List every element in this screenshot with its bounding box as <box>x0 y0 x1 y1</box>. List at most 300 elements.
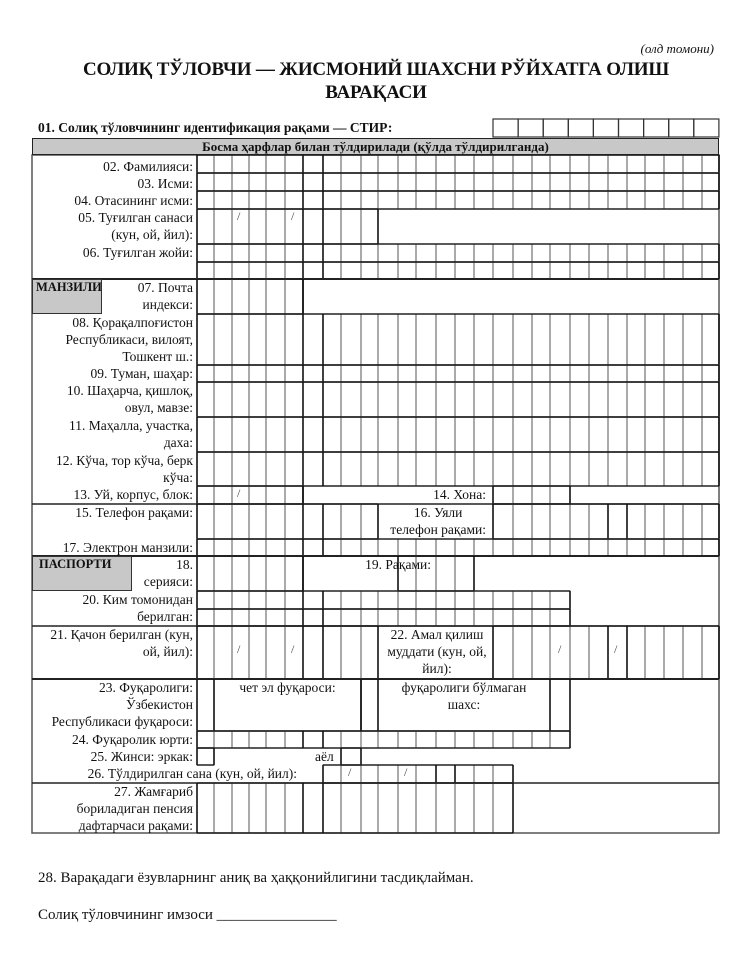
region-cell[interactable] <box>266 314 285 365</box>
stir-cell[interactable] <box>669 119 694 137</box>
citizenship-country-cell[interactable] <box>232 731 249 748</box>
issued-by-cell[interactable] <box>341 609 361 626</box>
region-cell[interactable] <box>214 314 232 365</box>
settlement-cell[interactable] <box>378 382 398 417</box>
birth-place-cell[interactable] <box>266 262 285 279</box>
surname-cell[interactable] <box>455 155 474 173</box>
citizenship-country-cell[interactable] <box>197 731 214 748</box>
surname-cell[interactable] <box>398 155 416 173</box>
passport-number-cell[interactable] <box>436 556 455 591</box>
issued-by-cell[interactable] <box>361 591 378 609</box>
citizenship-country-cell[interactable] <box>513 731 532 748</box>
issued-by-cell[interactable] <box>361 609 378 626</box>
email-cell[interactable] <box>436 539 455 556</box>
street-cell[interactable] <box>513 452 532 486</box>
birth-place-cell[interactable] <box>532 244 550 262</box>
street-cell[interactable] <box>285 452 303 486</box>
district-cell[interactable] <box>608 365 627 382</box>
patronymic-cell[interactable] <box>361 191 378 209</box>
phone-cell[interactable] <box>323 504 341 539</box>
name-cell[interactable] <box>513 173 532 191</box>
email-cell[interactable] <box>303 539 323 556</box>
validity-cell[interactable] <box>608 626 627 679</box>
fill-date-cell[interactable] <box>361 765 378 783</box>
issued-by-cell[interactable] <box>493 591 513 609</box>
settlement-cell[interactable] <box>550 382 570 417</box>
postal-code-cell[interactable] <box>232 279 249 314</box>
email-cell[interactable] <box>664 539 683 556</box>
mobile-phone-cell[interactable] <box>683 504 702 539</box>
signature-line[interactable]: ________________ <box>216 907 337 923</box>
street-cell[interactable] <box>398 452 416 486</box>
name-cell[interactable] <box>474 173 493 191</box>
mahalla-cell[interactable] <box>266 417 285 452</box>
name-cell[interactable] <box>570 173 589 191</box>
name-cell[interactable] <box>436 173 455 191</box>
settlement-cell[interactable] <box>214 382 232 417</box>
mahalla-cell[interactable] <box>455 417 474 452</box>
birth-place-cell[interactable] <box>664 244 683 262</box>
pension-book-cell[interactable] <box>493 783 513 833</box>
district-cell[interactable] <box>378 365 398 382</box>
apartment-cell[interactable] <box>532 486 550 504</box>
mahalla-cell[interactable] <box>493 417 513 452</box>
surname-cell[interactable] <box>436 155 455 173</box>
name-cell[interactable] <box>214 173 232 191</box>
district-cell[interactable] <box>361 365 378 382</box>
pension-book-cell[interactable] <box>398 783 416 833</box>
surname-cell[interactable] <box>341 155 361 173</box>
birth-place-cell[interactable] <box>493 262 513 279</box>
birth-date-cell[interactable] <box>361 209 378 244</box>
district-cell[interactable] <box>493 365 513 382</box>
district-cell[interactable] <box>323 365 341 382</box>
district-cell[interactable] <box>570 365 589 382</box>
stir-cell[interactable] <box>694 119 719 137</box>
pension-book-cell[interactable] <box>285 783 303 833</box>
surname-cell[interactable] <box>249 155 266 173</box>
citizenship-country-cell[interactable] <box>285 731 303 748</box>
region-cell[interactable] <box>474 314 493 365</box>
mahalla-cell[interactable] <box>589 417 608 452</box>
issue-date-cell[interactable] <box>303 626 323 679</box>
birth-place-cell[interactable] <box>214 262 232 279</box>
patronymic-cell[interactable] <box>436 191 455 209</box>
birth-place-cell[interactable] <box>570 244 589 262</box>
birth-place-cell[interactable] <box>197 262 214 279</box>
birth-place-cell[interactable] <box>474 262 493 279</box>
birth-place-cell[interactable] <box>608 244 627 262</box>
citizenship-country-cell[interactable] <box>249 731 266 748</box>
street-cell[interactable] <box>589 452 608 486</box>
issued-by-cell[interactable] <box>378 609 398 626</box>
name-cell[interactable] <box>249 173 266 191</box>
region-cell[interactable] <box>232 314 249 365</box>
mahalla-cell[interactable] <box>608 417 627 452</box>
email-cell[interactable] <box>702 539 719 556</box>
issued-by-cell[interactable] <box>249 591 266 609</box>
region-cell[interactable] <box>249 314 266 365</box>
street-cell[interactable] <box>474 452 493 486</box>
mahalla-cell[interactable] <box>550 417 570 452</box>
gender-male-checkbox[interactable] <box>197 748 214 765</box>
citizenship-country-cell[interactable] <box>550 731 570 748</box>
birth-place-cell[interactable] <box>683 262 702 279</box>
district-cell[interactable] <box>436 365 455 382</box>
street-cell[interactable] <box>249 452 266 486</box>
mobile-phone-cell[interactable] <box>627 504 645 539</box>
surname-cell[interactable] <box>378 155 398 173</box>
district-cell[interactable] <box>664 365 683 382</box>
street-cell[interactable] <box>214 452 232 486</box>
patronymic-cell[interactable] <box>513 191 532 209</box>
patronymic-cell[interactable] <box>323 191 341 209</box>
pension-book-cell[interactable] <box>416 783 436 833</box>
mahalla-cell[interactable] <box>285 417 303 452</box>
region-cell[interactable] <box>493 314 513 365</box>
birth-date-cell[interactable] <box>214 209 232 244</box>
street-cell[interactable] <box>232 452 249 486</box>
settlement-cell[interactable] <box>589 382 608 417</box>
region-cell[interactable] <box>589 314 608 365</box>
pension-book-cell[interactable] <box>323 783 341 833</box>
issued-by-cell[interactable] <box>493 609 513 626</box>
birth-place-cell[interactable] <box>378 244 398 262</box>
street-cell[interactable] <box>550 452 570 486</box>
mahalla-cell[interactable] <box>645 417 664 452</box>
email-cell[interactable] <box>416 539 436 556</box>
stir-cell[interactable] <box>644 119 669 137</box>
name-cell[interactable] <box>303 173 323 191</box>
citizenship-country-cell[interactable] <box>455 731 474 748</box>
patronymic-cell[interactable] <box>341 191 361 209</box>
birth-place-cell[interactable] <box>361 262 378 279</box>
birth-place-cell[interactable] <box>232 262 249 279</box>
issue-date-cell[interactable] <box>249 626 266 679</box>
issue-date-cell[interactable] <box>266 626 285 679</box>
district-cell[interactable] <box>398 365 416 382</box>
fill-date-cell[interactable] <box>323 765 341 783</box>
settlement-cell[interactable] <box>608 382 627 417</box>
mahalla-cell[interactable] <box>303 417 323 452</box>
surname-cell[interactable] <box>683 155 702 173</box>
settlement-cell[interactable] <box>627 382 645 417</box>
patronymic-cell[interactable] <box>197 191 214 209</box>
settlement-cell[interactable] <box>645 382 664 417</box>
surname-cell[interactable] <box>627 155 645 173</box>
issued-by-cell[interactable] <box>398 591 416 609</box>
issued-by-cell[interactable] <box>285 591 303 609</box>
region-cell[interactable] <box>361 314 378 365</box>
birth-date-cell[interactable] <box>249 209 266 244</box>
stir-cell[interactable] <box>543 119 568 137</box>
birth-place-cell[interactable] <box>608 262 627 279</box>
issued-by-cell[interactable] <box>266 609 285 626</box>
house-cell[interactable] <box>214 486 232 504</box>
pension-book-cell[interactable] <box>378 783 398 833</box>
name-cell[interactable] <box>608 173 627 191</box>
district-cell[interactable] <box>589 365 608 382</box>
birth-place-cell[interactable] <box>361 244 378 262</box>
citizenship-country-cell[interactable] <box>436 731 455 748</box>
region-cell[interactable] <box>436 314 455 365</box>
name-cell[interactable] <box>285 173 303 191</box>
issued-by-cell[interactable] <box>474 591 493 609</box>
issued-by-cell[interactable] <box>266 591 285 609</box>
birth-place-cell[interactable] <box>645 262 664 279</box>
surname-cell[interactable] <box>702 155 719 173</box>
birth-place-cell[interactable] <box>378 262 398 279</box>
phone-cell[interactable] <box>232 504 249 539</box>
region-cell[interactable] <box>398 314 416 365</box>
birth-place-cell[interactable] <box>532 262 550 279</box>
issue-date-cell[interactable] <box>323 626 341 679</box>
surname-cell[interactable] <box>323 155 341 173</box>
street-cell[interactable] <box>436 452 455 486</box>
house-cell[interactable] <box>197 486 214 504</box>
issued-by-cell[interactable] <box>550 591 570 609</box>
birth-place-cell[interactable] <box>436 262 455 279</box>
mahalla-cell[interactable] <box>683 417 702 452</box>
district-cell[interactable] <box>683 365 702 382</box>
issued-by-cell[interactable] <box>303 591 323 609</box>
mahalla-cell[interactable] <box>627 417 645 452</box>
passport-number-cell[interactable] <box>455 556 474 591</box>
issue-date-cell[interactable] <box>341 626 361 679</box>
email-cell[interactable] <box>627 539 645 556</box>
phone-cell[interactable] <box>341 504 361 539</box>
surname-cell[interactable] <box>589 155 608 173</box>
surname-cell[interactable] <box>197 155 214 173</box>
district-cell[interactable] <box>232 365 249 382</box>
patronymic-cell[interactable] <box>303 191 323 209</box>
citizenship-country-cell[interactable] <box>493 731 513 748</box>
stir-cell[interactable] <box>619 119 644 137</box>
issued-by-cell[interactable] <box>323 609 341 626</box>
issued-by-cell[interactable] <box>513 591 532 609</box>
citizenship-country-cell[interactable] <box>303 731 323 748</box>
validity-cell[interactable] <box>570 626 589 679</box>
email-cell[interactable] <box>683 539 702 556</box>
region-cell[interactable] <box>570 314 589 365</box>
birth-place-cell[interactable] <box>285 244 303 262</box>
street-cell[interactable] <box>361 452 378 486</box>
district-cell[interactable] <box>214 365 232 382</box>
fill-date-cell[interactable] <box>474 765 493 783</box>
surname-cell[interactable] <box>474 155 493 173</box>
patronymic-cell[interactable] <box>627 191 645 209</box>
pension-book-cell[interactable] <box>197 783 214 833</box>
mahalla-cell[interactable] <box>398 417 416 452</box>
postal-code-cell[interactable] <box>285 279 303 314</box>
region-cell[interactable] <box>303 314 323 365</box>
passport-series-cell[interactable] <box>214 556 232 591</box>
settlement-cell[interactable] <box>398 382 416 417</box>
email-cell[interactable] <box>232 539 249 556</box>
issued-by-cell[interactable] <box>436 591 455 609</box>
surname-cell[interactable] <box>493 155 513 173</box>
phone-cell[interactable] <box>249 504 266 539</box>
patronymic-cell[interactable] <box>702 191 719 209</box>
issued-by-cell[interactable] <box>197 591 214 609</box>
district-cell[interactable] <box>249 365 266 382</box>
birth-place-cell[interactable] <box>627 262 645 279</box>
pension-book-cell[interactable] <box>232 783 249 833</box>
phone-cell[interactable] <box>285 504 303 539</box>
issued-by-cell[interactable] <box>378 591 398 609</box>
fill-date-cell[interactable] <box>436 765 455 783</box>
issued-by-cell[interactable] <box>436 609 455 626</box>
mahalla-cell[interactable] <box>249 417 266 452</box>
name-cell[interactable] <box>378 173 398 191</box>
name-cell[interactable] <box>664 173 683 191</box>
street-cell[interactable] <box>627 452 645 486</box>
issue-date-cell[interactable] <box>197 626 214 679</box>
street-cell[interactable] <box>416 452 436 486</box>
pension-book-cell[interactable] <box>214 783 232 833</box>
settlement-cell[interactable] <box>197 382 214 417</box>
validity-cell[interactable] <box>664 626 683 679</box>
citizenship-country-cell[interactable] <box>532 731 550 748</box>
birth-place-cell[interactable] <box>249 244 266 262</box>
district-cell[interactable] <box>702 365 719 382</box>
birth-date-cell[interactable] <box>266 209 285 244</box>
issued-by-cell[interactable] <box>232 609 249 626</box>
postal-code-cell[interactable] <box>266 279 285 314</box>
fill-date-cell[interactable] <box>455 765 474 783</box>
settlement-cell[interactable] <box>436 382 455 417</box>
name-cell[interactable] <box>627 173 645 191</box>
birth-place-cell[interactable] <box>416 244 436 262</box>
patronymic-cell[interactable] <box>285 191 303 209</box>
settlement-cell[interactable] <box>474 382 493 417</box>
name-cell[interactable] <box>702 173 719 191</box>
region-cell[interactable] <box>645 314 664 365</box>
patronymic-cell[interactable] <box>608 191 627 209</box>
stir-cell[interactable] <box>493 119 518 137</box>
phone-cell[interactable] <box>361 504 378 539</box>
district-cell[interactable] <box>266 365 285 382</box>
email-cell[interactable] <box>249 539 266 556</box>
stir-cell[interactable] <box>518 119 543 137</box>
district-cell[interactable] <box>197 365 214 382</box>
street-cell[interactable] <box>303 452 323 486</box>
postal-code-cell[interactable] <box>214 279 232 314</box>
house-cell[interactable] <box>232 486 249 504</box>
name-cell[interactable] <box>341 173 361 191</box>
patronymic-cell[interactable] <box>398 191 416 209</box>
district-cell[interactable] <box>303 365 323 382</box>
passport-series-cell[interactable] <box>249 556 266 591</box>
citizenship-country-cell[interactable] <box>474 731 493 748</box>
issued-by-cell[interactable] <box>455 609 474 626</box>
issued-by-cell[interactable] <box>550 609 570 626</box>
pension-book-cell[interactable] <box>474 783 493 833</box>
mobile-phone-cell[interactable] <box>550 504 570 539</box>
email-cell[interactable] <box>341 539 361 556</box>
settlement-cell[interactable] <box>513 382 532 417</box>
house-cell[interactable] <box>266 486 285 504</box>
settlement-cell[interactable] <box>683 382 702 417</box>
mahalla-cell[interactable] <box>436 417 455 452</box>
birth-place-cell[interactable] <box>589 262 608 279</box>
district-cell[interactable] <box>513 365 532 382</box>
issued-by-cell[interactable] <box>416 591 436 609</box>
postal-code-cell[interactable] <box>197 279 214 314</box>
birth-place-cell[interactable] <box>455 262 474 279</box>
validity-cell[interactable] <box>683 626 702 679</box>
mahalla-cell[interactable] <box>378 417 398 452</box>
patronymic-cell[interactable] <box>266 191 285 209</box>
name-cell[interactable] <box>266 173 285 191</box>
birth-place-cell[interactable] <box>683 244 702 262</box>
birth-place-cell[interactable] <box>323 244 341 262</box>
district-cell[interactable] <box>532 365 550 382</box>
birth-place-cell[interactable] <box>266 244 285 262</box>
citizenship-foreign-checkbox[interactable] <box>361 679 378 731</box>
birth-place-cell[interactable] <box>550 244 570 262</box>
region-cell[interactable] <box>608 314 627 365</box>
district-cell[interactable] <box>474 365 493 382</box>
citizenship-stateless-checkbox[interactable] <box>550 679 570 731</box>
birth-place-cell[interactable] <box>702 244 719 262</box>
mobile-phone-cell[interactable] <box>513 504 532 539</box>
birth-place-cell[interactable] <box>398 244 416 262</box>
surname-cell[interactable] <box>303 155 323 173</box>
passport-series-cell[interactable] <box>232 556 249 591</box>
email-cell[interactable] <box>214 539 232 556</box>
street-cell[interactable] <box>664 452 683 486</box>
birth-place-cell[interactable] <box>589 244 608 262</box>
street-cell[interactable] <box>683 452 702 486</box>
postal-code-cell[interactable] <box>249 279 266 314</box>
name-cell[interactable] <box>532 173 550 191</box>
district-cell[interactable] <box>455 365 474 382</box>
email-cell[interactable] <box>378 539 398 556</box>
passport-series-cell[interactable] <box>266 556 285 591</box>
validity-cell[interactable] <box>702 626 719 679</box>
patronymic-cell[interactable] <box>532 191 550 209</box>
patronymic-cell[interactable] <box>455 191 474 209</box>
patronymic-cell[interactable] <box>416 191 436 209</box>
name-cell[interactable] <box>398 173 416 191</box>
settlement-cell[interactable] <box>416 382 436 417</box>
birth-place-cell[interactable] <box>702 262 719 279</box>
settlement-cell[interactable] <box>702 382 719 417</box>
email-cell[interactable] <box>493 539 513 556</box>
region-cell[interactable] <box>550 314 570 365</box>
name-cell[interactable] <box>645 173 664 191</box>
apartment-cell[interactable] <box>513 486 532 504</box>
birth-place-cell[interactable] <box>341 244 361 262</box>
region-cell[interactable] <box>341 314 361 365</box>
birth-place-cell[interactable] <box>249 262 266 279</box>
surname-cell[interactable] <box>608 155 627 173</box>
email-cell[interactable] <box>197 539 214 556</box>
birth-place-cell[interactable] <box>197 244 214 262</box>
birth-place-cell[interactable] <box>214 244 232 262</box>
patronymic-cell[interactable] <box>664 191 683 209</box>
email-cell[interactable] <box>513 539 532 556</box>
mahalla-cell[interactable] <box>513 417 532 452</box>
street-cell[interactable] <box>197 452 214 486</box>
birth-place-cell[interactable] <box>550 262 570 279</box>
citizenship-country-cell[interactable] <box>323 731 341 748</box>
name-cell[interactable] <box>683 173 702 191</box>
name-cell[interactable] <box>550 173 570 191</box>
name-cell[interactable] <box>197 173 214 191</box>
issued-by-cell[interactable] <box>416 609 436 626</box>
